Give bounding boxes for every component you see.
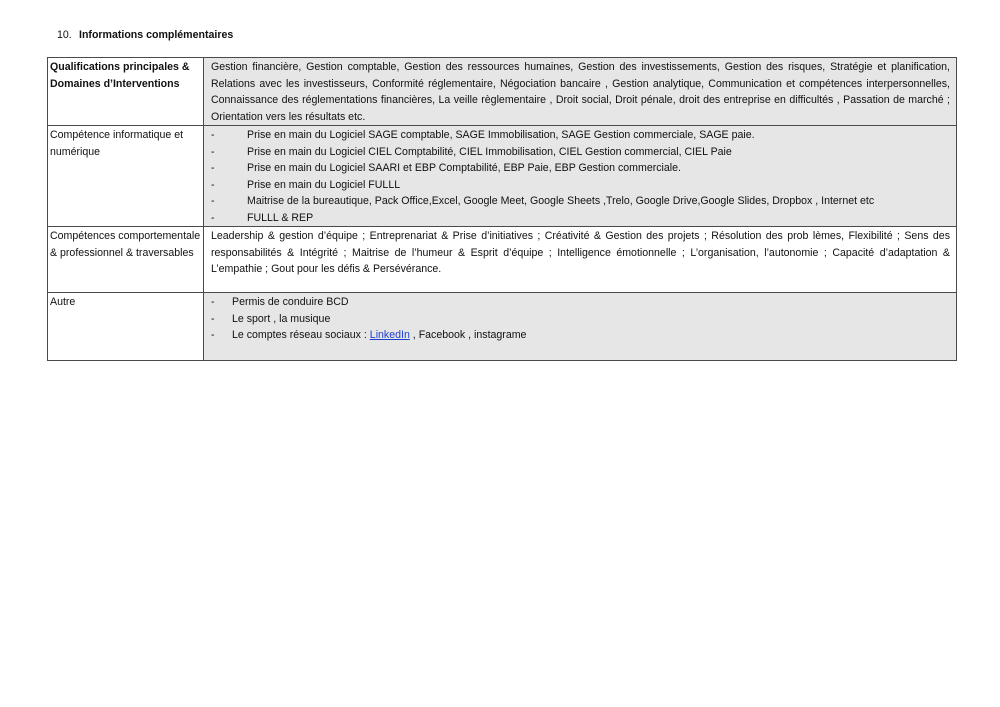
- list-item-text: Prise en main du Logiciel FULLL: [247, 178, 401, 191]
- row-label-it-skills: Compétence informatique et numérique: [48, 126, 204, 227]
- list-item: [211, 327, 950, 344]
- bullet-dash: -: [211, 329, 215, 341]
- info-table: [47, 57, 957, 361]
- bullet-dash: -: [211, 296, 215, 308]
- soft-skills-text: Leadership & gestion d’équipe ; Entreprenariat & Prise d’initiatives ; Créativité & Gestion des projets ; Résolution des prob lèmes, Flexibilité ; Sens des responsabilités & Intégrité ; Maitrise de l’humeur & Esprit d’équipe ; Intelligence émotionnelle ; L’organisation, l’autonomie ; Capacité d’adaptation & L’empathie ; Gout pour les défis & Persévérance.: [204, 227, 957, 293]
- list-item: [211, 160, 950, 177]
- list-item-text: FULLL & REP: [247, 211, 314, 224]
- table-row: [48, 126, 957, 227]
- list-item-text: Permis de conduire BCD: [232, 296, 349, 308]
- row-label-other: Autre: [48, 293, 204, 361]
- list-item: [211, 210, 950, 227]
- list-item: [211, 144, 950, 161]
- row-label-qualifications: Qualifications principales & Domaines d’Interventions: [48, 58, 204, 126]
- bullet-dash: -: [211, 312, 215, 325]
- list-item-text: Le sport , la musique: [232, 312, 331, 325]
- table-row: [48, 227, 957, 293]
- table-row: [48, 293, 957, 361]
- bullet-dash: -: [211, 162, 215, 174]
- list-item: [211, 177, 950, 194]
- bullet-dash: -: [211, 211, 215, 224]
- bullet-dash: -: [211, 195, 215, 207]
- bullet-dash: -: [211, 145, 215, 158]
- social-prefix: Le comptes réseau sociaux :: [232, 329, 370, 341]
- it-skills-list: [204, 126, 957, 227]
- section-heading: [57, 29, 233, 41]
- section-number: 10.: [57, 29, 72, 41]
- list-item: [211, 193, 950, 210]
- row-label-soft-skills: Compétences comportementale & professionnel & traversables: [48, 227, 204, 293]
- social-suffix: , Facebook , instagrame: [409, 329, 527, 341]
- list-item-text: Prise en main du Logiciel CIEL Comptabilité, CIEL Immobilisation, CIEL Gestion commercial, CIEL Paie: [247, 145, 732, 158]
- qualifications-text: Gestion financière, Gestion comptable, Gestion des ressources humaines, Gestion des investissements, Gestion des risques, Stratégie et planification, Relations avec les investisseurs, Conformité réglementaire, Négociation bancaire , Gestion analytique, Communication et compétences interpersonnelles, Connaissance des réglementations financières, La veille règlementaire , Droit social, Droit pénale, droit des entreprise en difficultés , Passation de marché ; Orientation vers les résultats etc.: [204, 58, 957, 126]
- table-row: [48, 58, 957, 126]
- list-item-text: Prise en main du Logiciel SAARI et EBP Comptabilité, EBP Paie, EBP Gestion commerciale.: [247, 162, 681, 174]
- linkedin-link[interactable]: LinkedIn: [369, 329, 410, 341]
- list-item-text: Prise en main du Logiciel SAGE comptable, SAGE Immobilisation, SAGE Gestion commerciale, SAGE paie.: [247, 129, 755, 141]
- list-item: [211, 127, 950, 144]
- list-item: [211, 294, 950, 311]
- bullet-dash: -: [211, 178, 215, 191]
- section-title: Informations complémentaires: [79, 29, 234, 41]
- list-item: [211, 311, 950, 328]
- bullet-dash: -: [211, 129, 215, 141]
- list-item-text: Maitrise de la bureautique, Pack Office,Excel, Google Meet, Google Sheets ,Trelo, Google Drive,Google Slides, Dropbox , Internet etc: [247, 195, 875, 207]
- other-list: [204, 293, 957, 361]
